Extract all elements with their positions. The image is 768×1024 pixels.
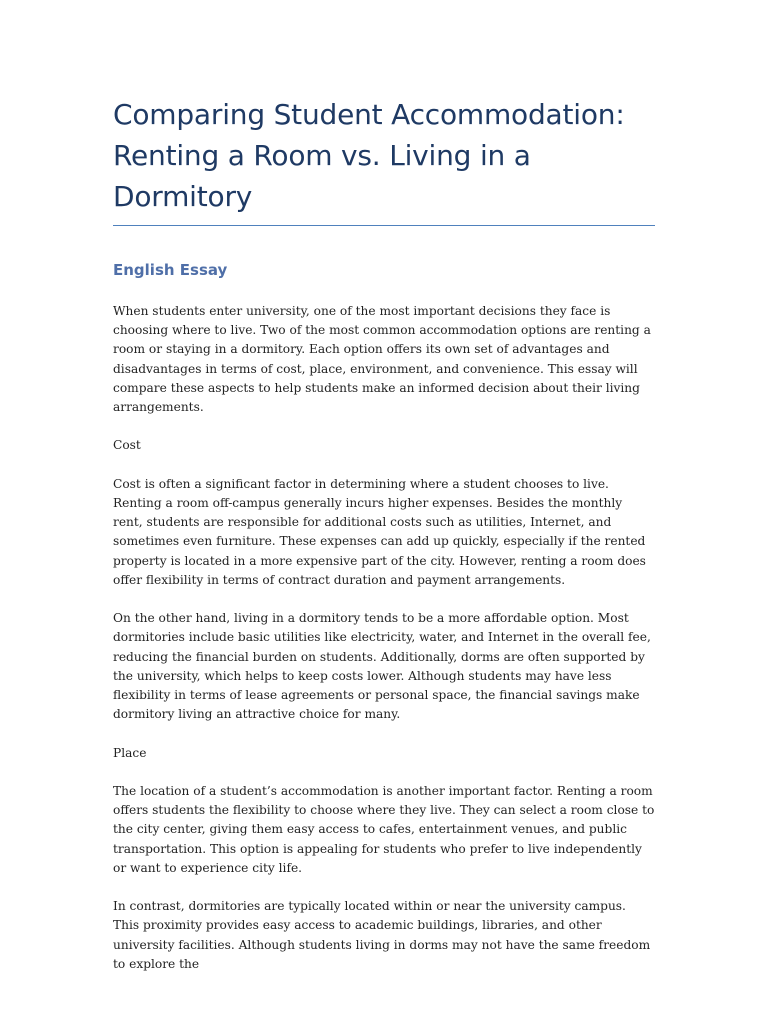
document-title: Comparing Student Accommodation: Renting a Room vs. Living in a Dormitory xyxy=(113,98,625,213)
intro-paragraph: When students enter university, one of the most important decisions they face is choosing where to live. Two of the most common accommodation options are renting a room or staying in a dormitory. Each option offers its own set of advantages and disadvantages in terms of cost, place, environment, and convenience. This essay will compare these aspects to help students make an informed decision about their living arrangements. xyxy=(113,304,651,415)
document-subtitle: English Essay xyxy=(113,261,228,279)
section-heading-cost: Cost xyxy=(113,438,141,453)
section-heading-place: Place xyxy=(113,745,147,760)
document-page xyxy=(113,94,655,974)
place-paragraph-dormitory: In contrast, dormitories are typically located within or near the university campus. This proximity provides easy access to academic buildings, libraries, and other university facilities. Although students living in dorms may not have the same freedom to explore the xyxy=(113,899,651,971)
title-divider xyxy=(113,225,655,226)
place-paragraph-renting: The location of a student’s accommodation is another important factor. Renting a room offers students the flexibility to choose where they live. They can select a room close to the city center, giving them easy access to cafes, entertainment venues, and public transportation. This option is appealing for students who prefer to live independently or want to experience city life. xyxy=(113,784,655,875)
cost-paragraph-renting: Cost is often a significant factor in determining where a student chooses to live. Renting a room off-campus generally incurs higher expenses. Besides the monthly rent, students are responsible for additional costs such as utilities, Internet, and sometimes even furniture. These expenses can add up quickly, especially if the rented property is located in a more expensive part of the city. However, renting a room does offer flexibility in terms of contract duration and payment arrangements. xyxy=(113,476,646,587)
cost-paragraph-dormitory: On the other hand, living in a dormitory tends to be a more affordable option. Most dormitories include basic utilities like electricity, water, and Internet in the overall fee, reducing the financial burden on students. Additionally, dorms are often supported by the university, which helps to keep costs lower. Although students may have less flexibility in terms of lease agreements or personal space, the financial savings make dormitory living an attractive choice for many. xyxy=(113,611,651,722)
